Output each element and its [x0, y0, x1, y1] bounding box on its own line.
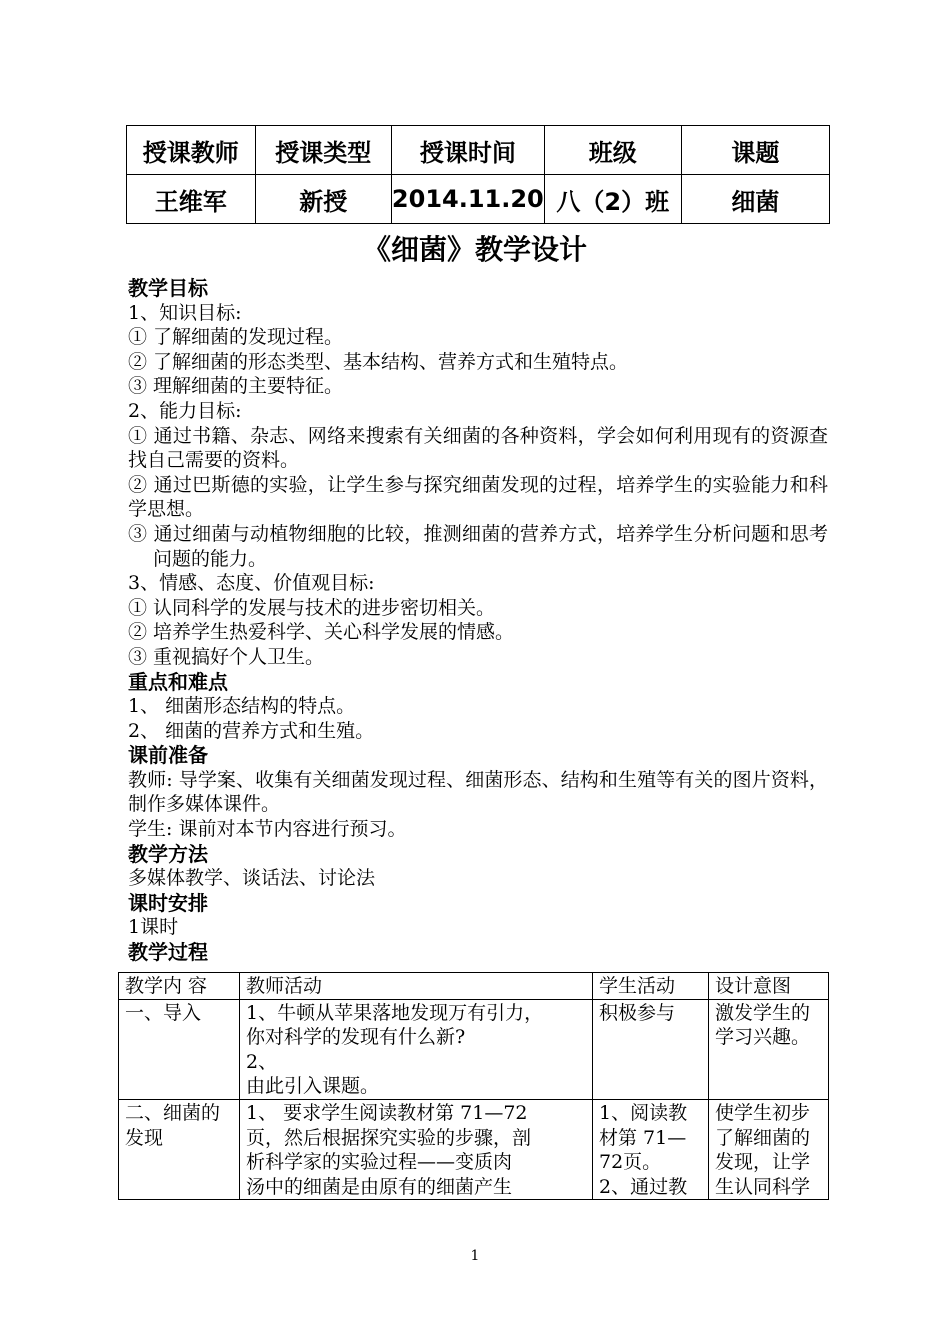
knowledge-item: ③ 理解细菌的主要特征。 — [128, 375, 344, 398]
emotion-item: ③ 重视搞好个人卫生。 — [128, 645, 325, 668]
emotion-item: ② 培养学生热爱科学、关心科学发展的情感。 — [128, 621, 515, 644]
cell-line: 由此引入课题。 — [246, 1075, 380, 1098]
emotion-label: 3、情感、态度、价值观目标: — [128, 572, 375, 595]
process-teacher-cell — [240, 999, 593, 1099]
key-point-item: 2、 细菌的营养方式和生殖。 — [128, 719, 375, 742]
cell-line: 生认同科学 — [715, 1175, 811, 1198]
cell-line: 发现，让学 — [715, 1151, 811, 1174]
process-col-student: 学生活动 — [593, 973, 709, 1000]
knowledge-label: 1、知识目标: — [128, 301, 242, 324]
process-col-content: 教学内 容 — [119, 973, 240, 1000]
emotion-item: ① 认同科学的发展与技术的进步密切相关。 — [128, 596, 496, 619]
ability-item: ② 通过巴斯德的实验，让学生参与探究细菌发现的过程，培养学生的实验能力和科学思想。 — [128, 473, 828, 521]
cell-line: 二、细菌的 — [125, 1101, 221, 1124]
cell-line: 72页。 — [599, 1151, 662, 1174]
schedule-heading: 课时安排 — [128, 890, 208, 915]
cell-line: 激发学生的 — [715, 1001, 811, 1024]
document-title: 《细菌》教学设计 — [362, 233, 587, 266]
info-header-class: 班级 — [544, 126, 681, 175]
process-content-cell — [119, 1099, 240, 1199]
cell-line: 1、 要求学生阅读教材第 71—72 — [246, 1101, 528, 1124]
cell-line: 1、牛顿从苹果落地发现万有引力， — [246, 1001, 544, 1024]
cell-line: 一、导入 — [125, 1001, 202, 1024]
info-header-type: 授课类型 — [255, 126, 391, 175]
cell-line: 页，然后根据探究实验的步骤，剖 — [246, 1126, 532, 1149]
info-value-type: 新授 — [255, 175, 391, 224]
info-header-teacher: 授课教师 — [127, 126, 256, 175]
process-intent-cell — [709, 999, 829, 1099]
preparation-student: 学生: 课前对本节内容进行预习。 — [128, 818, 407, 841]
ability-label: 2、能力目标: — [128, 399, 242, 422]
cell-line: 析科学家的实验过程——变质肉 — [246, 1151, 513, 1174]
process-heading: 教学过程 — [128, 940, 208, 965]
knowledge-item: ① 了解细菌的发现过程。 — [128, 326, 344, 349]
ability-item: ③ 通过细菌与动植物细胞的比较，推测细菌的营养方式，培养学生分析问题和思考问题的能力。 — [128, 522, 828, 570]
info-header-row — [127, 126, 830, 175]
page-number: 1 — [470, 1248, 480, 1264]
info-value-class: 八（2）班 — [544, 175, 681, 224]
info-value-teacher: 王维军 — [127, 175, 256, 224]
process-teacher-cell — [240, 1099, 593, 1199]
cell-line: 材第 71— — [599, 1126, 687, 1149]
document-body — [128, 276, 828, 965]
process-intent-cell — [709, 1099, 829, 1199]
knowledge-item: ② 了解细菌的形态类型、基本结构、营养方式和生殖特点。 — [128, 350, 629, 373]
cell-line: 你对科学的发现有什么新? — [246, 1026, 466, 1049]
cell-line: 使学生初步 — [715, 1101, 811, 1124]
info-value-row — [127, 175, 830, 224]
schedule-text: 1课时 — [128, 916, 179, 939]
process-col-intent: 设计意图 — [709, 973, 829, 1000]
info-table — [126, 125, 830, 224]
key-points-heading: 重点和难点 — [128, 669, 228, 694]
ability-item: ① 通过书籍、杂志、网络来搜索有关细菌的各种资料，学会如何利用现有的资源查找自己需要的资料。 — [128, 424, 828, 472]
key-point-item: 1、 细菌形态结构的特点。 — [128, 695, 356, 718]
info-header-topic: 课题 — [681, 126, 829, 175]
process-content-cell — [119, 999, 240, 1099]
preparation-heading: 课前准备 — [128, 743, 208, 768]
method-heading: 教学方法 — [128, 841, 208, 866]
process-row — [119, 999, 829, 1099]
info-header-time: 授课时间 — [391, 126, 544, 175]
process-student-cell — [593, 999, 709, 1099]
process-student-cell — [593, 1099, 709, 1199]
cell-line: 1、阅读教 — [599, 1101, 688, 1124]
goals-heading: 教学目标 — [128, 276, 208, 300]
cell-line: 2、 — [246, 1050, 278, 1073]
info-value-topic: 细菌 — [681, 175, 829, 224]
cell-line: 积极参与 — [599, 1001, 676, 1024]
info-value-time: 2014.11.20 — [391, 175, 544, 224]
cell-line: 发现 — [125, 1126, 164, 1149]
process-table — [118, 972, 829, 1200]
process-header-row — [119, 973, 829, 1000]
cell-line: 2、通过教 — [599, 1175, 688, 1198]
process-row — [119, 1099, 829, 1199]
preparation-teacher: 教师: 导学案、收集有关细菌发现过程、细菌形态、结构和生殖等有关的图片资料，制作多媒体课件。 — [128, 768, 828, 816]
process-col-teacher: 教师活动 — [240, 973, 593, 1000]
cell-line: 汤中的细菌是由原有的细菌产生 — [246, 1175, 513, 1198]
method-text: 多媒体教学、谈话法、讨论法 — [128, 867, 376, 890]
cell-line: 了解细菌的 — [715, 1126, 811, 1149]
cell-line: 学习兴趣。 — [715, 1026, 811, 1049]
